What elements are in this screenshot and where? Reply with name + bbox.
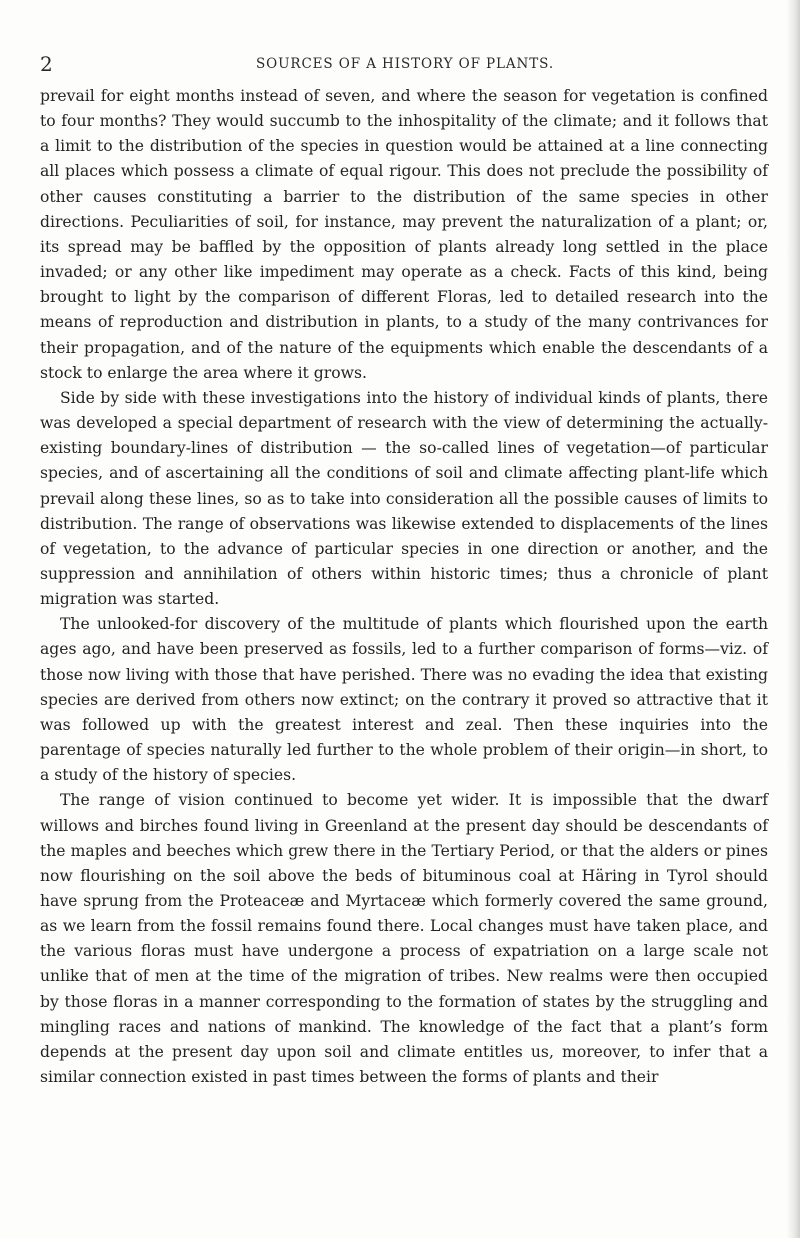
running-title: SOURCES OF A HISTORY OF PLANTS. (255, 56, 555, 72)
paragraph-continued: prevail for eight months instead of seven, and where the season for vegetation is confined to four months? They would succumb to the inhospitality of the climate; and it follows that a limit to the distribution of the species in question would be attained at a line connecting all places which possess a climate of equal rigour. This does not preclude the possibility of other causes constituting a barrier to the distribution of the same species in other directions. Peculiarities of soil, for instance, may prevent the naturalization of a plant; or, its spread may be baffled by the opposition of plants already long settled in the place invaded; or any other like impediment may operate as a check. Facts of this kind, being brought to light by the comparison of different Floras, led to detailed research into the means of reproduction and distribution in plants, to a study of the many contrivances for their propagation, and of the nature of the equipments which enable the descendants of a stock to enlarge the area where it grows. (40, 87, 768, 382)
paragraph: Side by side with these investigations into the history of individual kinds of plants, there was developed a special department of research with the view of determining the actually-existing boundary-lines of distribution — the so-called lines of vegetation—of particular species, and of ascertaining all the conditions of soil and climate affecting plant-life which prevail along these lines, so as to take into consideration all the possible causes of limits to distribution. The range of observations was likewise extended to displacements of the lines of vegetation, to the advance of particular species in one direction or another, and the suppression and annihilation of others within historic times; thus a chronicle of plant migration was started. (40, 388, 768, 609)
paragraph: The unlooked-for discovery of the multitude of plants which flourished upon the earth ages ago, and have been preserved as fossils, led to a further comparison of forms—viz. of those now living with those that have perished. There was no evading the idea that existing species are derived from others now extinct; on the contrary it proved so attractive that it was followed up with the greatest interest and zeal. Then these inquiries into the parentage of species naturally led further to the whole problem of their origin—in short, to a study of the history of species. (40, 615, 768, 785)
running-head (40, 52, 770, 76)
page-edge-shadow (786, 0, 800, 1238)
body-text (40, 84, 768, 1090)
page-number: 2 (40, 52, 53, 76)
paragraph: The range of vision continued to become yet wider. It is impossible that the dwarf willows and birches found living in Greenland at the present day should be descendants of the maples and beeches which grew there in the Tertiary Period, or that the alders or pines now flourishing on the soil above the beds of bituminous coal at Häring in Tyrol should have sprung from the Proteaceæ and Myrtaceæ which formerly covered the same ground, as we learn from the fossil remains found there. Local changes must have taken place, and the various floras must have undergone a process of expatriation on a large scale not unlike that of men at the time of the migration of tribes. New realms were then occupied by those floras in a manner corresponding to the formation of states by the struggling and mingling races and nations of mankind. The knowledge of the fact that a plant’s form depends at the present day upon soil and climate entitles us, moreover, to infer that a similar connection existed in past times between the forms of plants and their (40, 791, 768, 1087)
